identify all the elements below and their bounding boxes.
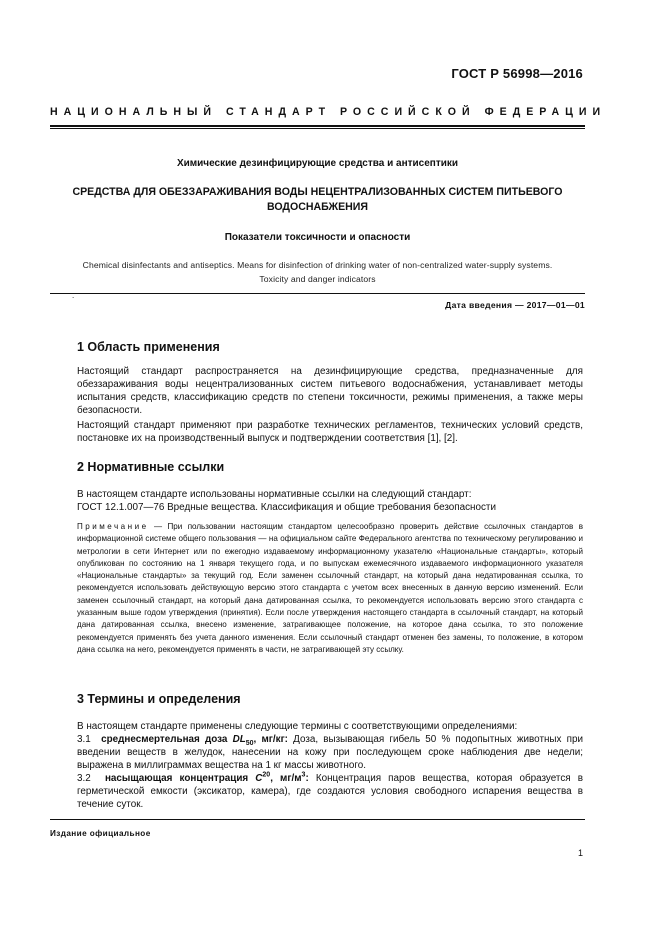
english-title	[50, 258, 585, 286]
term-3-1-number: 3.1	[77, 734, 91, 745]
term-3-2-unit: , мг/м	[270, 773, 302, 784]
term-3-1-text	[77, 734, 583, 773]
date-rule	[50, 293, 585, 294]
section-1-p2-text: Настоящий стандарт применяют при разработке технических регламентов, технических условий средств, постановке их на производственный выпуск и подтверждении соответствия [1], [2].	[77, 420, 583, 444]
main-title: СРЕДСТВА ДЛЯ ОБЕЗЗАРАЖИВАНИЯ ВОДЫ НЕЦЕНТРАЛИЗОВАННЫХ СИСТЕМ ПИТЬЕВОГО ВОДОСНАБЖЕНИЯ	[72, 186, 563, 213]
header-rule-thin	[50, 128, 585, 129]
term-3-1-definition: Доза, вызывающая гибель 50 % подопытных животных при введении веществ в желудок, нанесении на кожу при последующем сроке наблюдения две недели; выражена в миллиграммах вещества на 1 кг массы животного.	[77, 734, 583, 771]
section-2-p1: В настоящем стандарте использованы нормативные ссылки на следующий стандарт:	[77, 489, 472, 500]
term-3-2-term: насыщающая концентрация	[104, 773, 256, 784]
section-2-note	[77, 521, 583, 656]
section-3-p1: В настоящем стандарте применены следующие термины с соответствующими определениями:	[77, 721, 518, 732]
note-text: — При пользовании настоящим стандартом целесообразно проверить действие ссылочных стандартов в информационной системе общего пользования — на официальном сайте Федерального агентства по техническому регулированию и метрологии в сети Интернет или по ежегодно издаваемому информационному указателю «Национальные стандарты», который опубликован по состоянию на 1 января текущего года, и по выпускам ежемесячного издаваемого информационного указателя «Национальные стандарты» за текущий год. Если заменен ссылочный стандарт, на который дана недатированная ссылка, то рекомендуется использовать действующую версию этого стандарта с учетом всех внесенных в данную версию изменений. Если заменен ссылочный стандарт, на который дана датированная ссылка, то рекомендуется использовать версию этого стандарта с указанным выше годом утверждения (принятия). Если после утверждения настоящего стандарта в ссылочный стандарт, на который дана датированная ссылка, внесено изменение, затрагивающее положение, на которое дана ссылка, то это положение рекомендуется применять без учета данного изменения. Если ссылочный стандарт отменен без замены, то положение, в котором дана ссылка на него, рекомендуется применять в части, не затрагивающей эту ссылку.	[77, 522, 583, 654]
footer-rule	[50, 819, 585, 820]
english-title-line-2: Toxicity and danger indicators	[259, 274, 376, 284]
standard-number: ГОСТ Р 56998—2016	[451, 66, 583, 81]
group-title: Химические дезинфицирующие средства и антисептики	[176, 158, 459, 169]
term-3-1-subscript: 50	[245, 739, 254, 747]
section-2-heading: 2 Нормативные ссылки	[77, 460, 225, 474]
section-1-paragraph-2	[77, 420, 583, 446]
section-3-intro	[77, 721, 583, 734]
section-3-heading: 3 Термины и определения	[77, 692, 241, 706]
introduction-date: Дата введения — 2017—01—01	[445, 300, 585, 310]
term-3-1-unit: , мг/кг:	[253, 734, 288, 745]
section-1-paragraph-1	[77, 366, 583, 418]
note-label: Примечание	[77, 522, 149, 531]
term-3-2-colon: :	[305, 773, 309, 784]
term-3-2-text	[77, 773, 583, 812]
header-rule-thick	[50, 125, 585, 127]
section-2-reference: ГОСТ 12.1.007—76 Вредные вещества. Классификация и общие требования безопасности	[77, 501, 496, 513]
term-3-1	[77, 734, 583, 773]
term-3-2-number: 3.2	[77, 773, 91, 784]
term-3-2-unit-superscript: 3	[301, 771, 306, 779]
english-title-line-1: Chemical disinfectants and antiseptics. Means for disinfection of drinking water of non-centralized water-supply systems.	[82, 260, 553, 270]
stray-mark: .	[72, 291, 75, 300]
section-2-body	[77, 489, 583, 515]
national-standard-banner: НАЦИОНАЛЬНЫЙ СТАНДАРТ РОССИЙСКОЙ ФЕДЕРАЦИИ	[50, 106, 607, 118]
term-3-2-definition: Концентрация паров вещества, которая образуется в герметической емкости (эксикатор, камера), где создаются условия свободного испарения вещества в течение суток.	[77, 773, 583, 810]
section-1-heading: 1 Область применения	[77, 340, 220, 354]
page-number: 1	[577, 848, 583, 858]
edition-label: Издание официальное	[50, 829, 151, 838]
term-3-1-term: среднесмертельная доза	[101, 734, 233, 745]
section-1-p1-text: Настоящий стандарт распространяется на дезинфицирующие средства, предназначенные для обеззараживания воды нецентрализованных систем питьевого водоснабжения, устанавливает методы испытания средств, классификацию средств по степени токсичности, режимы применения, а также меры безопасности.	[77, 366, 583, 416]
term-3-2	[77, 773, 583, 812]
term-3-1-symbol: DL	[232, 734, 246, 745]
sub-title: Показатели токсичности и опасности	[224, 232, 411, 243]
term-3-2-superscript: 20	[262, 771, 271, 779]
term-3-2-symbol: C	[255, 773, 263, 784]
